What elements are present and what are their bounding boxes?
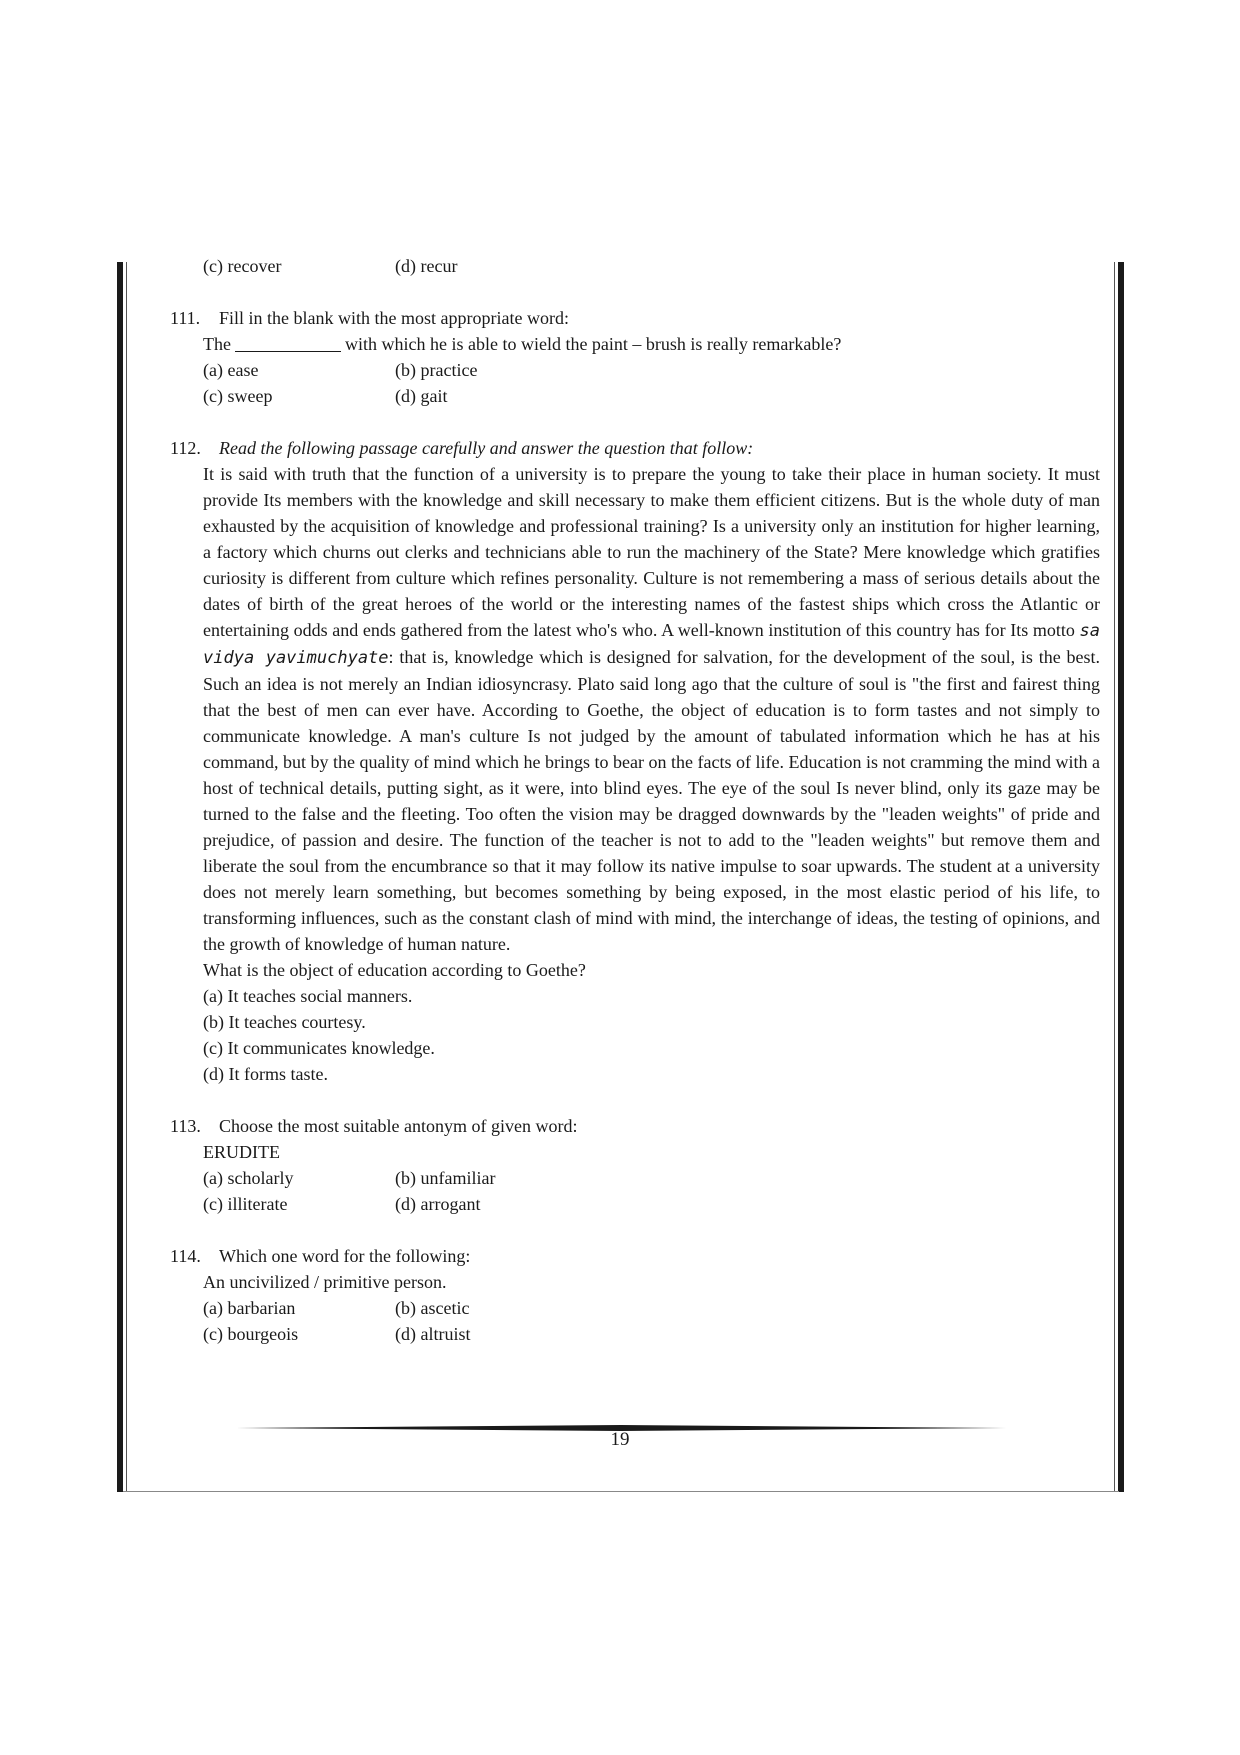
question-content (170, 253, 1100, 1347)
page-border-right (1118, 262, 1124, 1492)
option-a: (a) ease (203, 360, 259, 380)
option-c: (c) recover (203, 256, 282, 276)
question-113 (170, 1113, 1100, 1217)
question-prompt: Read the following passage carefully and answer the question that follow: (219, 438, 754, 458)
page-border-right-inner (1114, 262, 1115, 1492)
question-prompt: Fill in the blank with the most appropriate word: (219, 308, 569, 328)
question-word: ERUDITE (203, 1142, 280, 1162)
option-d: (d) arrogant (395, 1194, 481, 1214)
page-border-bottom (123, 1491, 1119, 1492)
option-c: (c) bourgeois (203, 1324, 299, 1344)
option-b: (b) practice (395, 360, 478, 380)
option-b: (b) unfamiliar (395, 1168, 496, 1188)
option-c: (c) illiterate (203, 1194, 288, 1214)
option-d: (d) It forms taste. (203, 1064, 328, 1084)
option-d: (d) altruist (395, 1324, 471, 1344)
option-a: (a) scholarly (203, 1168, 294, 1188)
question-number: 114. (170, 1246, 201, 1266)
option-a: (a) It teaches social manners. (203, 986, 413, 1006)
question-prompt: Choose the most suitable antonym of given word: (219, 1116, 578, 1136)
option-a: (a) barbarian (203, 1298, 296, 1318)
question-number: 112. (170, 438, 201, 458)
question-number: 111. (170, 308, 201, 328)
question-phrase: An uncivilized / primitive person. (203, 1272, 447, 1292)
question-text: What is the object of education according to Goethe? (203, 960, 586, 980)
option-c: (c) It communicates knowledge. (203, 1038, 435, 1058)
option-c: (c) sweep (203, 386, 273, 406)
question-114 (170, 1243, 1100, 1347)
question-112 (170, 435, 1100, 1087)
question-prompt: Which one word for the following: (219, 1246, 471, 1266)
question-sentence: The with which he is able to wield the paint – brush is really remarkable? (203, 334, 842, 354)
option-b: (b) ascetic (395, 1298, 470, 1318)
passage-motto: sa vidya yavimuchyate (203, 621, 1101, 668)
page-border-left (117, 262, 123, 1492)
page-border-left-inner (126, 262, 127, 1492)
option-d: (d) gait (395, 386, 448, 406)
option-b: (b) It teaches courtesy. (203, 1012, 366, 1032)
option-d: (d) recur (395, 256, 458, 276)
fill-blank (235, 333, 341, 352)
page-number: 19 (610, 1429, 630, 1450)
question-number: 113. (170, 1116, 201, 1136)
reading-passage: It is said with truth that the function of a university is to prepare the young to take their place in human society. It must provide Its members with the knowledge and skill necessary to make them efficient citizens. But is the whole duty of man exhausted by the acquisition of knowledge and professional training? Is a university only an institution for higher learning, a factory which churns out clerks and technicians able to run the machinery of the State? Mere knowledge which gratifies curiosity is different from culture which refines personality. Culture is not remembering a mass of serious details about the dates of birth of the great heroes of the world or the interesting names of the fastest ships which cross the Atlantic or entertaining odds and ends gathered from the latest who's who. A well-known institution of this country has for Its motto sa vidya yavimuchyate: that is, knowledge which is designed for salvation, for the development of the soul, is the best. Such an idea is not merely an Indian idiosyncrasy. Plato said long ago that the culture of soul is "the first and fairest thing that the best of men can ever have. According to Goethe, the object of education is to form tastes and not simply to communicate knowledge. A man's culture Is not judged by the amount of tabulated information which he has at his command, but by the quality of mind which he brings to bear on the facts of life. Education is not cramming the mind with a host of technical details, putting sight, as it were, into blind eyes. The eye of the soul Is never blind, only its gaze may be turned to the false and the fleeting. Too often the vision may be dragged downwards by the "leaden weights" of pride and prejudice, of passion and desire. The function of the teacher is not to add to the "leaden weights" but remove them and liberate the soul from the encumbrance so that it may follow its native impulse to soar upwards. The student at a university does not merely learn something, but becomes something by being exposed, in the most elastic period of his life, to transforming influences, such as the constant clash of mind with mind, the interchange of ideas, the testing of opinions, and the growth of knowledge of human nature. (203, 464, 1101, 954)
question-111 (170, 305, 1100, 409)
prev-options-row (170, 253, 1100, 279)
